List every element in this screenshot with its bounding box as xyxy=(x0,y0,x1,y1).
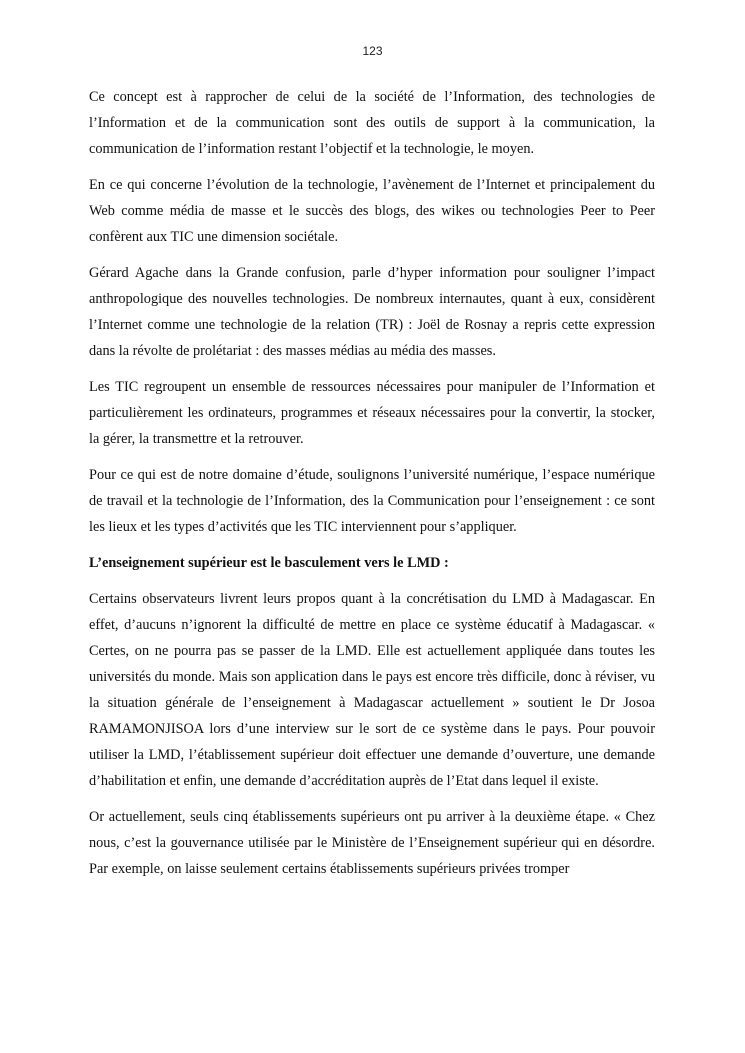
document-body xyxy=(89,84,655,892)
paragraph-tic-resources: Les TIC regroupent un ensemble de ressources nécessaires pour manipuler de l’Information et particulièrement les ordinateurs, programmes et réseaux nécessaires pour la convertir, la stocker, la gérer, la transmettre et la retrouver. xyxy=(89,379,655,447)
paragraph-study-domain: Pour ce qui est de notre domaine d’étude, soulignons l’université numérique, l’espace numérique de travail et la technologie de l’Information, des la Communication pour l’enseignement : ce sont les lieux et les types d’activités que les TIC interviennent pour s’appliquer. xyxy=(89,467,655,535)
paragraph-five-establishments: Or actuellement, seuls cinq établissements supérieurs ont pu arriver à la deuxième étape. « Chez nous, c’est la gouvernance utilisée par le Ministère de l’Enseignement supérieur qui en désordre. Par exemple, on laisse seulement certains établissements supérieurs privées tromper xyxy=(89,809,655,877)
paragraph-information-society: Ce concept est à rapprocher de celui de la société de l’Information, des technologies de l’Information et de la communication sont des outils de support à la communication, la communication de l’information restant l’objectif et la technologie, le moyen. xyxy=(89,89,655,157)
paragraph-lmd-observers: Certains observateurs livrent leurs propos quant à la concrétisation du LMD à Madagascar. En effet, d’aucuns n’ignorent la difficulté de mettre en place ce système éducatif à Madagascar. « Certes, on ne pourra pas se passer de la LMD. Elle est actuellement appliquée dans toutes les universités du monde. Mais son application dans le pays est encore très difficile, donc à réviser, vu la situation générale de l’enseignement à Madagascar actuellement » soutient le Dr Josoa RAMAMONJISOA lors d’une interview sur le sort de ce système dans le pays. Pour pouvoir utiliser la LMD, l’établissement supérieur doit effectuer une demande d’ouverture, une demande d’habilitation et enfin, une demande d’accréditation auprès de l’Etat dans lequel il existe. xyxy=(89,591,655,789)
page-number: 123 xyxy=(362,44,383,58)
paragraph-hyper-information: Gérard Agache dans la Grande confusion, parle d’hyper information pour souligner l’impact anthropologique des nouvelles technologies. De nombreux internautes, quant à eux, considèrent l’Internet comme une technologie de la relation (TR) : Joël de Rosnay a repris cette expression dans la révolte de prolétariat : des masses médias au média des masses. xyxy=(89,265,655,359)
section-heading-lmd: L’enseignement supérieur est le basculement vers le LMD : xyxy=(89,555,449,571)
paragraph-technology-evolution: En ce qui concerne l’évolution de la technologie, l’avènement de l’Internet et principalement du Web comme média de masse et le succès des blogs, des wikes ou technologies Peer to Peer confèrent aux TIC une dimension sociétale. xyxy=(89,177,655,245)
